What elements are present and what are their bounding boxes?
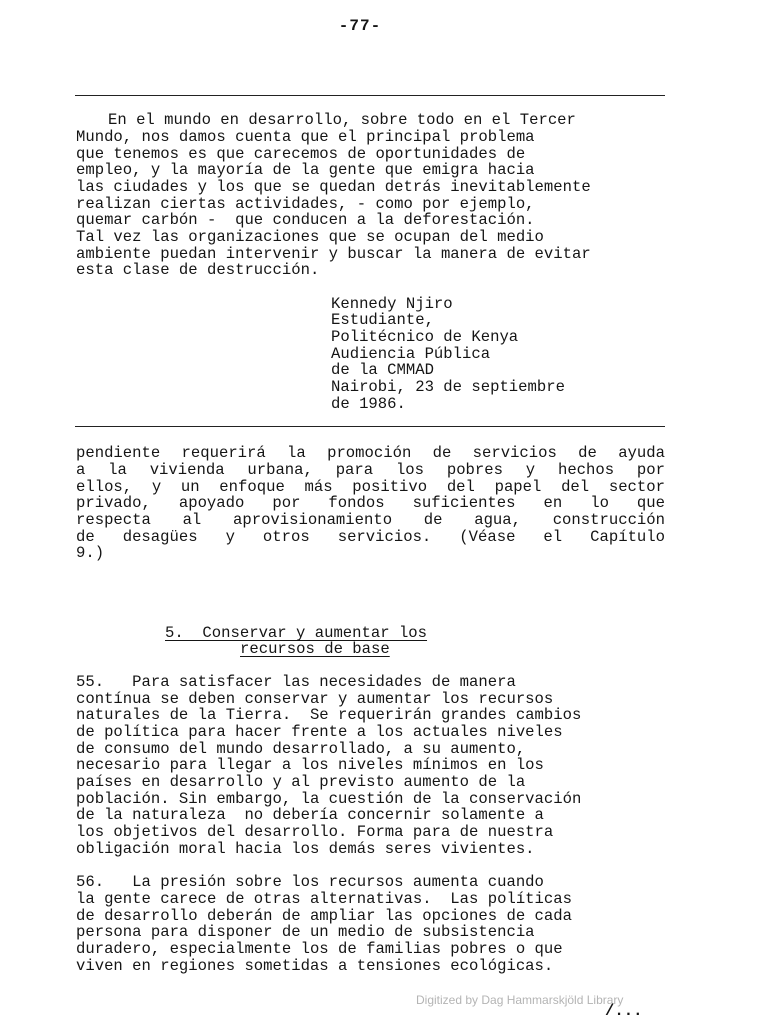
paragraph-line: de desagües y otros servicios. (Véase el Capítulo: [76, 528, 665, 546]
quote-line: realizan ciertas actividades, - como por ejemplo,: [76, 195, 535, 213]
continued-mark: /...: [605, 1002, 643, 1020]
quote-line: quemar carbón - que conducen a la deforestación.: [76, 211, 535, 229]
paragraph-line: persona para disponer de un medio de subsistencia: [76, 923, 535, 941]
paragraph-line: necesario para llegar a los niveles mínimos en los: [76, 756, 544, 774]
quote-line: Tal vez las organizaciones que se ocupan del medio: [76, 228, 544, 246]
paragraph-line: de política para hacer frente a los actuales niveles: [76, 723, 563, 741]
paragraph-line: duradero, especialmente los de familias pobres o que: [76, 940, 563, 958]
paragraph-line: privado, apoyado por fondos suficientes en lo que: [76, 494, 665, 512]
paragraph-line: de desarrollo deberán de ampliar las opciones de cada: [76, 907, 572, 925]
attribution-line: de 1986.: [331, 395, 406, 413]
paragraph-line: respecta al aprovisionamiento de agua, construcción: [76, 511, 665, 529]
attribution-line: Estudiante,: [331, 311, 434, 329]
attribution-line: Politécnico de Kenya: [331, 328, 519, 346]
paragraph-line: 55. Para satisfacer las necesidades de manera: [76, 673, 516, 691]
quote-line: que tenemos es que carecemos de oportunidades de: [76, 145, 526, 163]
quote-line: las ciudades y los que se quedan detrás inevitablemente: [76, 178, 591, 196]
quote-line: empleo, y la mayoría de la gente que emigra hacia: [76, 161, 535, 179]
paragraph-line: de la naturaleza no debería concernir solamente a: [76, 806, 544, 824]
attribution-line: Kennedy Njiro: [331, 295, 453, 313]
attribution-line: Audiencia Pública: [331, 345, 491, 363]
page-number: -77-: [338, 17, 382, 35]
digitization-credit: Digitized by Dag Hammarskjöld Library: [416, 993, 624, 1007]
paragraph-line: de consumo del mundo desarrollado, a su aumento,: [76, 740, 526, 758]
paragraph-line: población. Sin embargo, la cuestión de la conservación: [76, 790, 582, 808]
paragraph-line: países en desarrollo y al previsto aumento de la: [76, 773, 526, 791]
paragraph-line: 56. La presión sobre los recursos aumenta cuando: [76, 873, 544, 891]
quote-line: esta clase de destrucción.: [76, 261, 320, 279]
paragraph-line: obligación moral hacia los demás seres vivientes.: [76, 840, 535, 858]
paragraph-line: ellos, y un enfoque más positivo del papel del sector: [76, 478, 665, 496]
quote-line: En el mundo en desarrollo, sobre todo en el Tercer: [108, 111, 576, 129]
quote-line: Mundo, nos damos cuenta que el principal problema: [76, 128, 535, 146]
paragraph-line: 9.): [76, 544, 105, 562]
attribution-line: de la CMMAD: [331, 361, 434, 379]
paragraph-line: la gente carece de otras alternativas. Las políticas: [76, 890, 572, 908]
paragraph-line: pendiente requerirá la promoción de servicios de ayuda: [76, 444, 665, 462]
quote-line: ambiente puedan intervenir y buscar la manera de evitar: [76, 245, 591, 263]
section-heading-line: recursos de base: [240, 640, 390, 658]
quote-bottom-rule: [75, 426, 665, 427]
quote-top-rule: [75, 95, 665, 96]
paragraph-line: viven en regiones sometidas a tensiones ecológicas.: [76, 957, 554, 975]
paragraph-line: los objetivos del desarrollo. Forma para de nuestra: [76, 823, 554, 841]
attribution-line: Nairobi, 23 de septiembre: [331, 378, 565, 396]
paragraph-line: naturales de la Tierra. Se requerirán grandes cambios: [76, 706, 582, 724]
paragraph-line: a la vivienda urbana, para los pobres y hechos por: [76, 461, 665, 479]
paragraph-line: contínua se deben conservar y aumentar los recursos: [76, 690, 554, 708]
section-heading-line: 5. Conservar y aumentar los: [165, 624, 428, 642]
